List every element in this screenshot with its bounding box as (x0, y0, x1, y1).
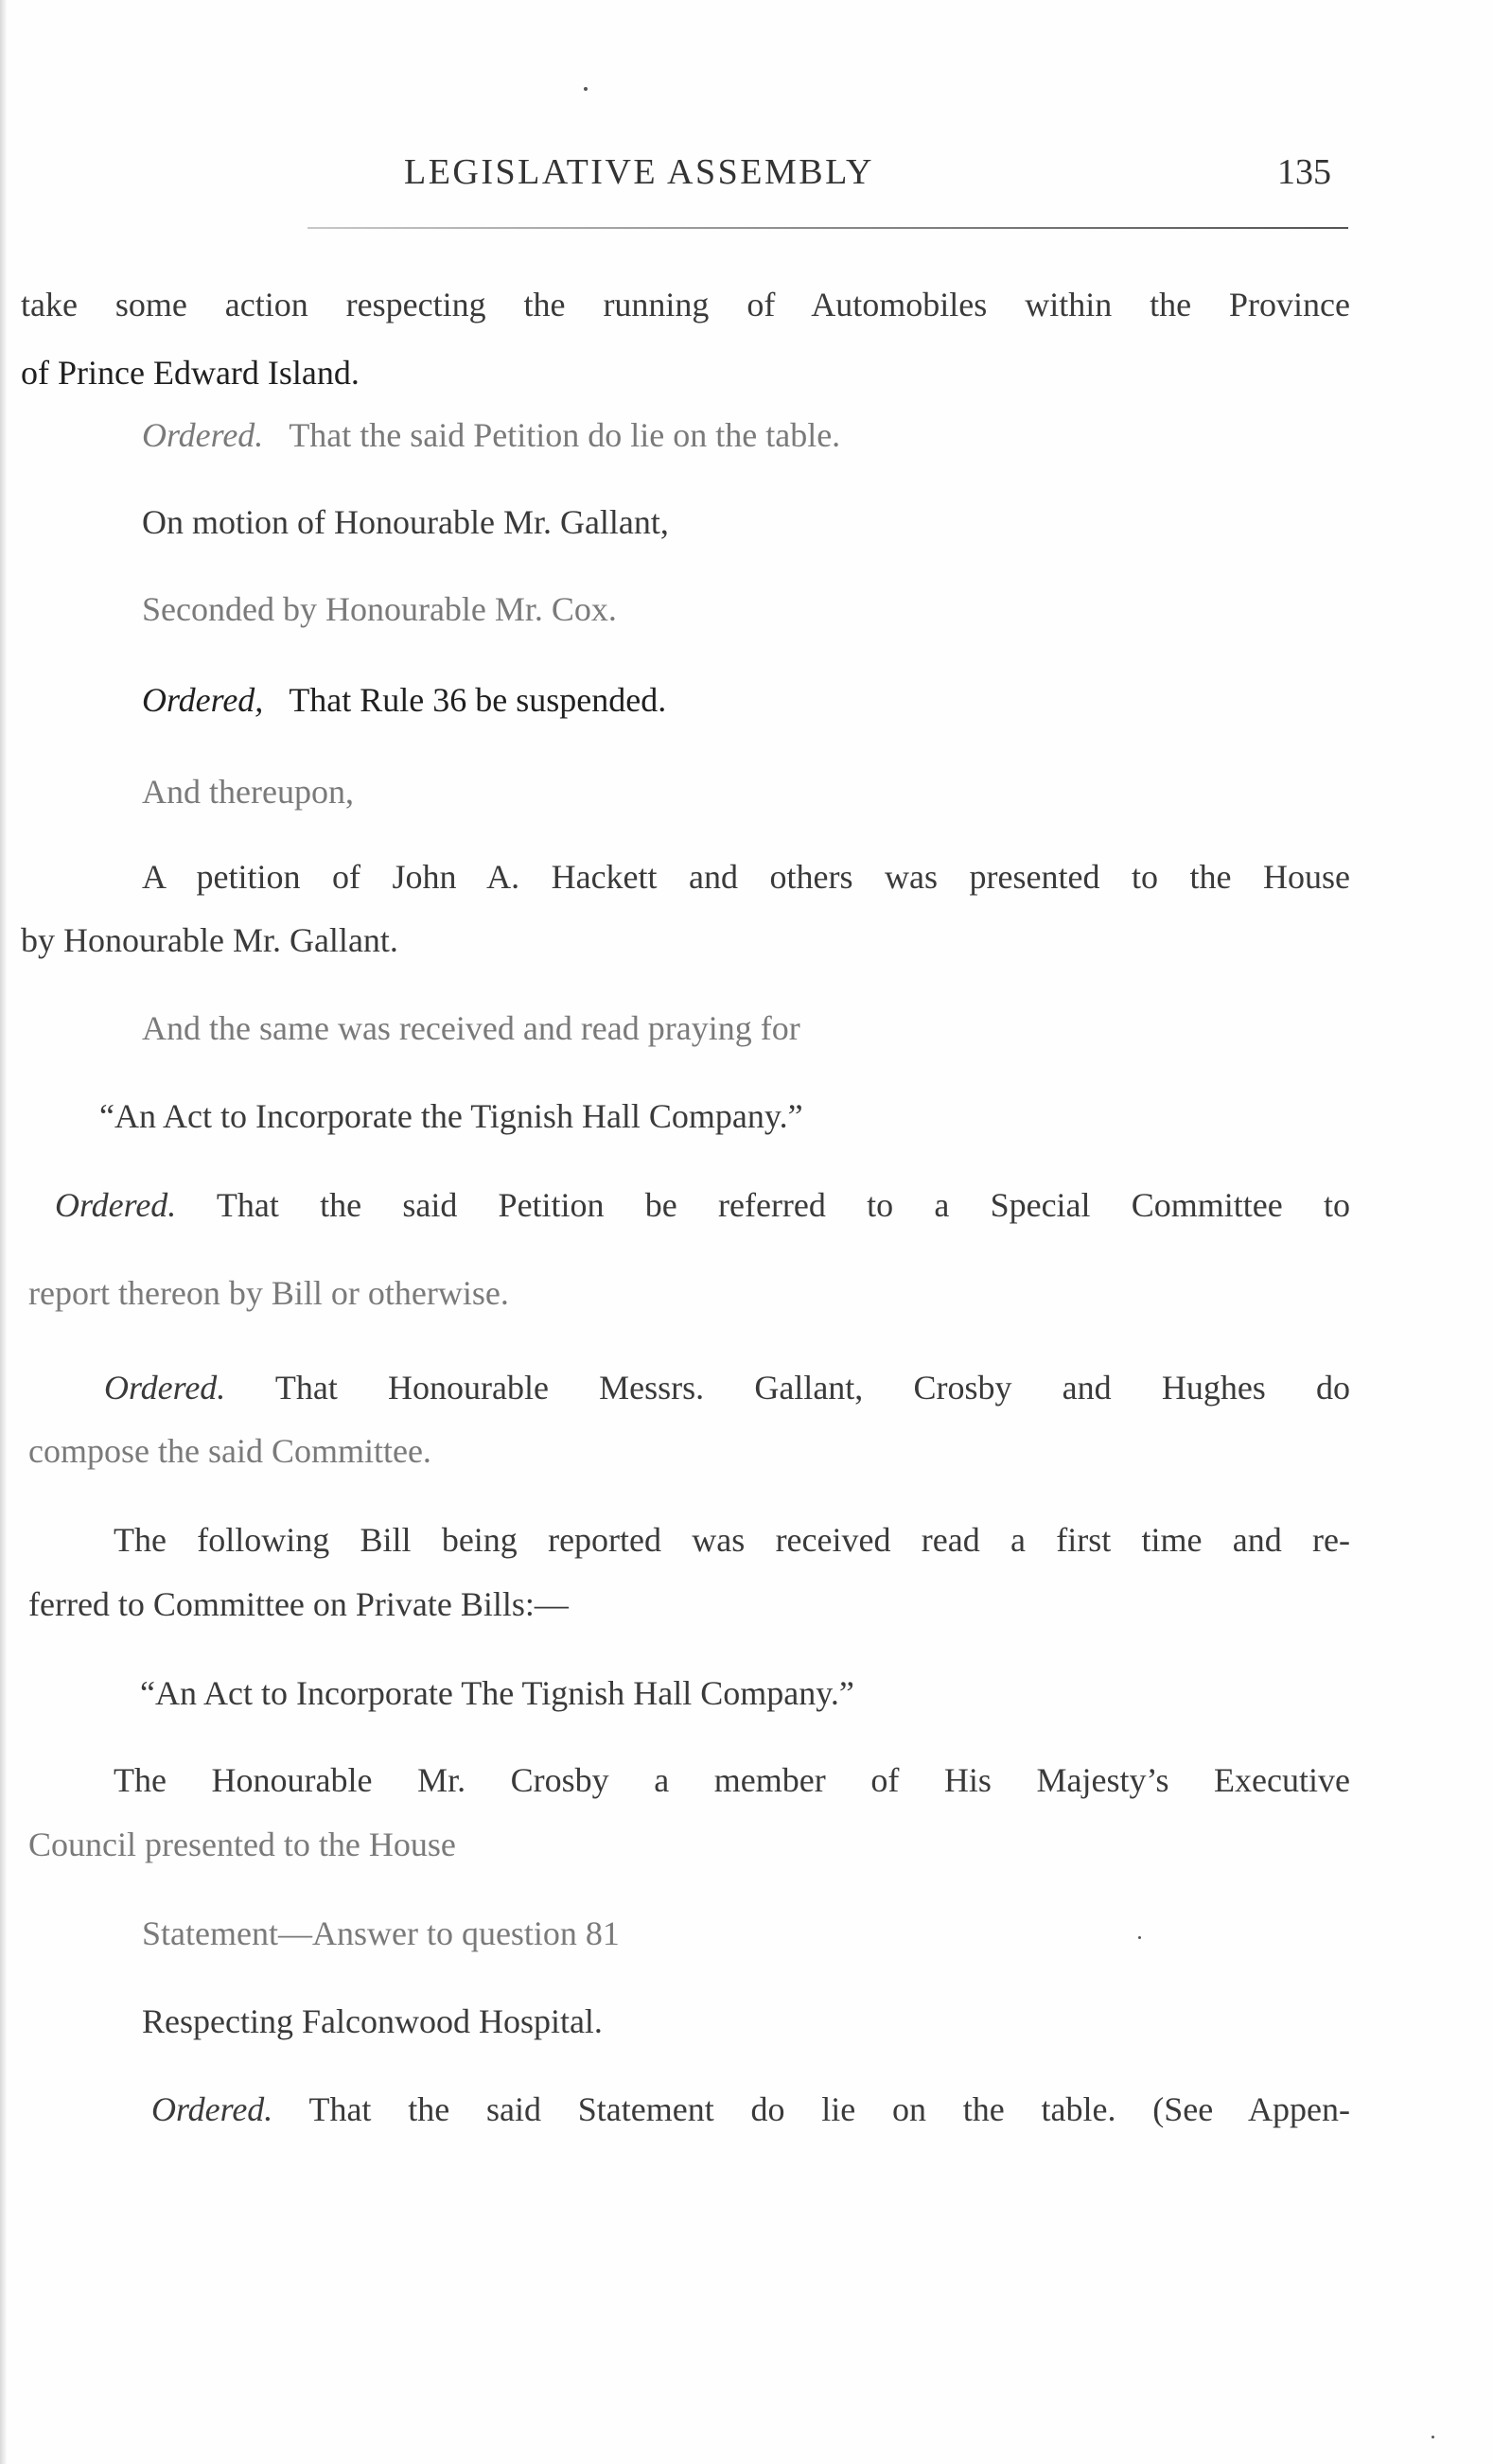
scan-speck (584, 87, 588, 91)
running-head (0, 151, 1493, 208)
text-line: “An Act to Incorporate the Tignish Hall Company.” (99, 1097, 803, 1135)
text-line: report thereon by Bill or otherwise. (28, 1274, 509, 1312)
ordered-label: Ordered, (142, 681, 264, 719)
ordered-label: Ordered. (142, 416, 264, 454)
header-rule (307, 227, 1348, 229)
page-number: 135 (1277, 152, 1331, 192)
text-line: compose the said Committee. (28, 1432, 431, 1470)
ordered-text: That Honourable Messrs. Gallant, Crosby and Hughes do (274, 1369, 1351, 1407)
scan-speck (1432, 2436, 1434, 2438)
ordered-text: That the said Petition be referred to a Special Committee to (216, 1186, 1350, 1224)
text-line: And the same was received and read praying for (142, 1009, 800, 1047)
text-line: The following Bill being reported was received read a first time and re- (114, 1521, 1350, 1559)
text-line: by Honourable Mr. Gallant. (21, 921, 398, 959)
ordered-line (151, 2088, 1350, 2130)
text-line: of Prince Edward Island. (21, 354, 360, 392)
ordered-label: Ordered. (151, 2090, 273, 2128)
ordered-label: Ordered. (104, 1369, 226, 1407)
text-line: Respecting Falconwood Hospital. (142, 2002, 603, 2040)
text-line: On motion of Honourable Mr. Gallant, (142, 503, 669, 541)
text-line: Statement—Answer to question 81 (142, 1914, 620, 1952)
ordered-line (142, 679, 666, 721)
page-edge-shadow (0, 0, 8, 2464)
ordered-text: That the said Petition do lie on the table. (289, 416, 841, 454)
text-line: ferred to Committee on Private Bills:— (28, 1585, 569, 1623)
ordered-text: That the said Statement do lie on the table. (See Appen- (308, 2090, 1350, 2128)
text-line: take some action respecting the running of Automobiles within the Province (21, 286, 1350, 323)
scan-speck (1138, 1936, 1141, 1939)
text-line: And thereupon, (142, 773, 354, 811)
text-line: “An Act to Incorporate The Tignish Hall Company.” (140, 1674, 854, 1712)
ordered-line (104, 1367, 1350, 1408)
ordered-text: That Rule 36 be suspended. (289, 681, 667, 719)
text-line: The Honourable Mr. Crosby a member of His Majesty’s Executive (114, 1761, 1350, 1799)
text-line: Seconded by Honourable Mr. Cox. (142, 590, 617, 628)
ordered-line (55, 1184, 1350, 1226)
running-head-title: LEGISLATIVE ASSEMBLY (404, 152, 874, 192)
text-line: A petition of John A. Hackett and others was presented to the House (142, 858, 1350, 896)
text-line: Council presented to the House (28, 1826, 456, 1863)
ordered-line (142, 414, 840, 456)
ordered-label: Ordered. (55, 1186, 177, 1224)
